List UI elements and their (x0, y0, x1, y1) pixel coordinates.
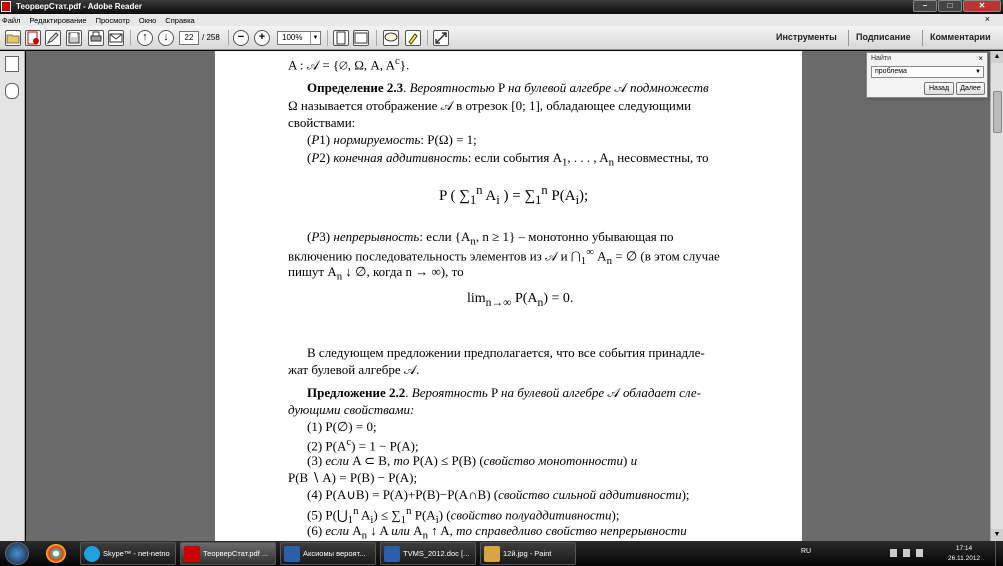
formula: $\lim_{n\to\infty} P(A_n) = 0$. (467, 291, 574, 309)
email-icon[interactable] (108, 30, 124, 46)
system-tray (890, 549, 923, 557)
find-title: Найти (871, 55, 891, 62)
text-line: (P3) непрерывность: если {$A_n$, n ≥ 1} – монотонно убывающая по (307, 229, 674, 248)
text-line: (3) если A ⊂ B, то P(A) ≤ P(B) (свойство монотонности) и (307, 453, 638, 468)
chevron-down-icon: ▼ (310, 32, 320, 44)
start-button[interactable] (5, 542, 29, 565)
comment-icon[interactable] (383, 30, 399, 46)
pdf-icon (184, 546, 200, 562)
menu-view[interactable]: Просмотр (95, 15, 130, 25)
zoom-in-icon[interactable]: + (254, 30, 270, 46)
text-line: P(B ∖ A) = P(B) − P(A); (288, 470, 418, 485)
chrome-icon[interactable] (46, 544, 66, 563)
page-number-input[interactable]: 22 (179, 31, 199, 45)
menu-help[interactable]: Справка (165, 15, 195, 25)
attachments-icon[interactable] (5, 83, 19, 99)
navigation-panel (0, 51, 25, 541)
text-line: (P2) конечная аддитивность: если события $A_1$, . . . , $A_n$ несовместны, то (307, 150, 709, 169)
fit-width-icon[interactable] (353, 30, 369, 46)
highlight-icon[interactable] (405, 30, 421, 46)
minimize-button[interactable]: – (913, 0, 937, 12)
menu-edit[interactable]: Редактирование (29, 15, 87, 25)
toolbar (0, 26, 1003, 50)
text-line: (1) P(∅) = 0; (307, 419, 377, 434)
scroll-up-icon[interactable]: ▲ (991, 51, 1003, 63)
find-back-button[interactable]: Назад (924, 82, 954, 95)
menu-file[interactable]: Файл (2, 15, 21, 25)
window-title: ТеорверСтат.pdf - Adobe Reader (16, 2, 142, 11)
tab-tools[interactable]: Инструменты (776, 32, 837, 42)
find-next-button[interactable]: Далее (956, 82, 985, 95)
open-icon[interactable] (5, 30, 21, 46)
pdf-page (215, 51, 802, 541)
show-desktop-button[interactable] (995, 541, 1003, 566)
create-pdf-icon[interactable] (25, 30, 41, 46)
close-button[interactable]: ✕ (963, 0, 1001, 12)
scrollbar-thumb[interactable] (993, 91, 1002, 133)
close-document-icon[interactable]: × (984, 14, 990, 24)
volume-icon[interactable] (916, 549, 923, 557)
vertical-scrollbar[interactable] (990, 51, 1003, 541)
definition-heading: Определение 2.3. Вероятностью P на булевой алгебре 𝒜 подмножеств (307, 80, 709, 95)
proposition-heading: Предложение 2.2. Вероятность P на булевой алгебре 𝒜 обладает сле- (307, 385, 701, 400)
network-icon[interactable] (903, 549, 910, 557)
text-line: пишут $A_n$ ↓ ∅, когда n → ∞), то (288, 264, 464, 283)
menu-window[interactable]: Окно (138, 15, 157, 25)
task-adobe-reader[interactable]: ТеорверСтат.pdf ... (180, 542, 276, 565)
clock[interactable] (948, 544, 980, 564)
chevron-down-icon[interactable]: ▼ (975, 69, 981, 75)
clock-time: 17:14 (955, 545, 973, 552)
zoom-select[interactable] (277, 31, 321, 45)
task-word-tvms[interactable]: TVMS_2012.doc [... (380, 542, 476, 565)
text-line: (5) $P(⋃_1^n$ $A_i) \le \sum_1^n$ $P(A_i)$ (свойство полуаддитивности); (307, 505, 620, 526)
scroll-down-icon[interactable]: ▼ (991, 529, 1003, 541)
taskbar (0, 541, 1003, 566)
fit-page-icon[interactable] (333, 30, 349, 46)
text-line: (6) если $A_n$ ↓ A или $A_n$ ↑ A, то справедливо свойство непрерывности (307, 523, 687, 541)
task-paint[interactable]: 12й.jpg - Paint (480, 542, 576, 565)
find-panel (866, 52, 988, 98)
word-icon (284, 546, 300, 562)
text-line: (4) P(A∪B) = P(A)+P(B)−P(A∩B) (свойство сильной аддитивности); (307, 487, 690, 502)
close-icon[interactable]: × (978, 54, 983, 63)
zoom-value: 100% (282, 33, 303, 42)
text-line: дующими свойствами: (288, 402, 415, 417)
next-page-icon[interactable]: ↓ (158, 30, 174, 46)
document-viewport[interactable] (26, 51, 990, 541)
paint-icon (484, 546, 500, 562)
maximize-button[interactable]: □ (938, 0, 962, 12)
text-line: A : 𝒜 = {∅, Ω, A, $A^c$}. (288, 55, 410, 73)
text-line: Ω называется отображение 𝒜 в отрезок [0; 1], обладающее следующими (288, 98, 692, 113)
text-line: жат булевой алгебре 𝒜. (288, 362, 420, 377)
tray-flag-icon[interactable] (890, 549, 897, 557)
text-line: В следующем предложении предполагается, что все события принадле- (307, 345, 705, 360)
find-query: проблема (875, 68, 907, 75)
title-bar (0, 0, 1003, 14)
previous-page-icon[interactable]: ↑ (137, 30, 153, 46)
text-line: (2) $P(A^c) = 1 - P(A)$; (307, 436, 419, 454)
word-icon (384, 546, 400, 562)
tab-sign[interactable]: Подписание (856, 32, 911, 42)
tab-comments[interactable]: Комментарии (930, 32, 991, 42)
save-icon[interactable] (66, 30, 82, 46)
fullscreen-icon[interactable] (433, 30, 449, 46)
text-line: свойствами: (288, 115, 356, 130)
clock-date: 26.11.2012 (948, 555, 981, 562)
edit-icon[interactable] (45, 30, 61, 46)
adobe-reader-icon (1, 1, 11, 12)
language-indicator[interactable]: RU (801, 548, 812, 555)
task-word-axioms[interactable]: Аксиомы вероят... (280, 542, 376, 565)
text-line: включению последовательность элементов из 𝒜 и $⋂_1^\infty$ $A_n$ = ∅ (в этом случае (288, 246, 720, 267)
page-thumbnails-icon[interactable] (5, 56, 19, 72)
zoom-out-icon[interactable]: − (233, 30, 249, 46)
formula: P ( $\sum_1^n$ $A_i$ ) = $\sum_1^n$ $P(A_i)$; (439, 183, 589, 207)
print-icon[interactable] (88, 30, 104, 46)
task-skype[interactable]: Skype™ - net-netno (80, 542, 176, 565)
find-input[interactable] (871, 66, 984, 78)
skype-icon (84, 546, 100, 562)
page-total: / 258 (202, 33, 220, 42)
menu-bar (0, 14, 1003, 26)
text-line: (P1) нормируемость: P(Ω) = 1; (307, 132, 477, 147)
